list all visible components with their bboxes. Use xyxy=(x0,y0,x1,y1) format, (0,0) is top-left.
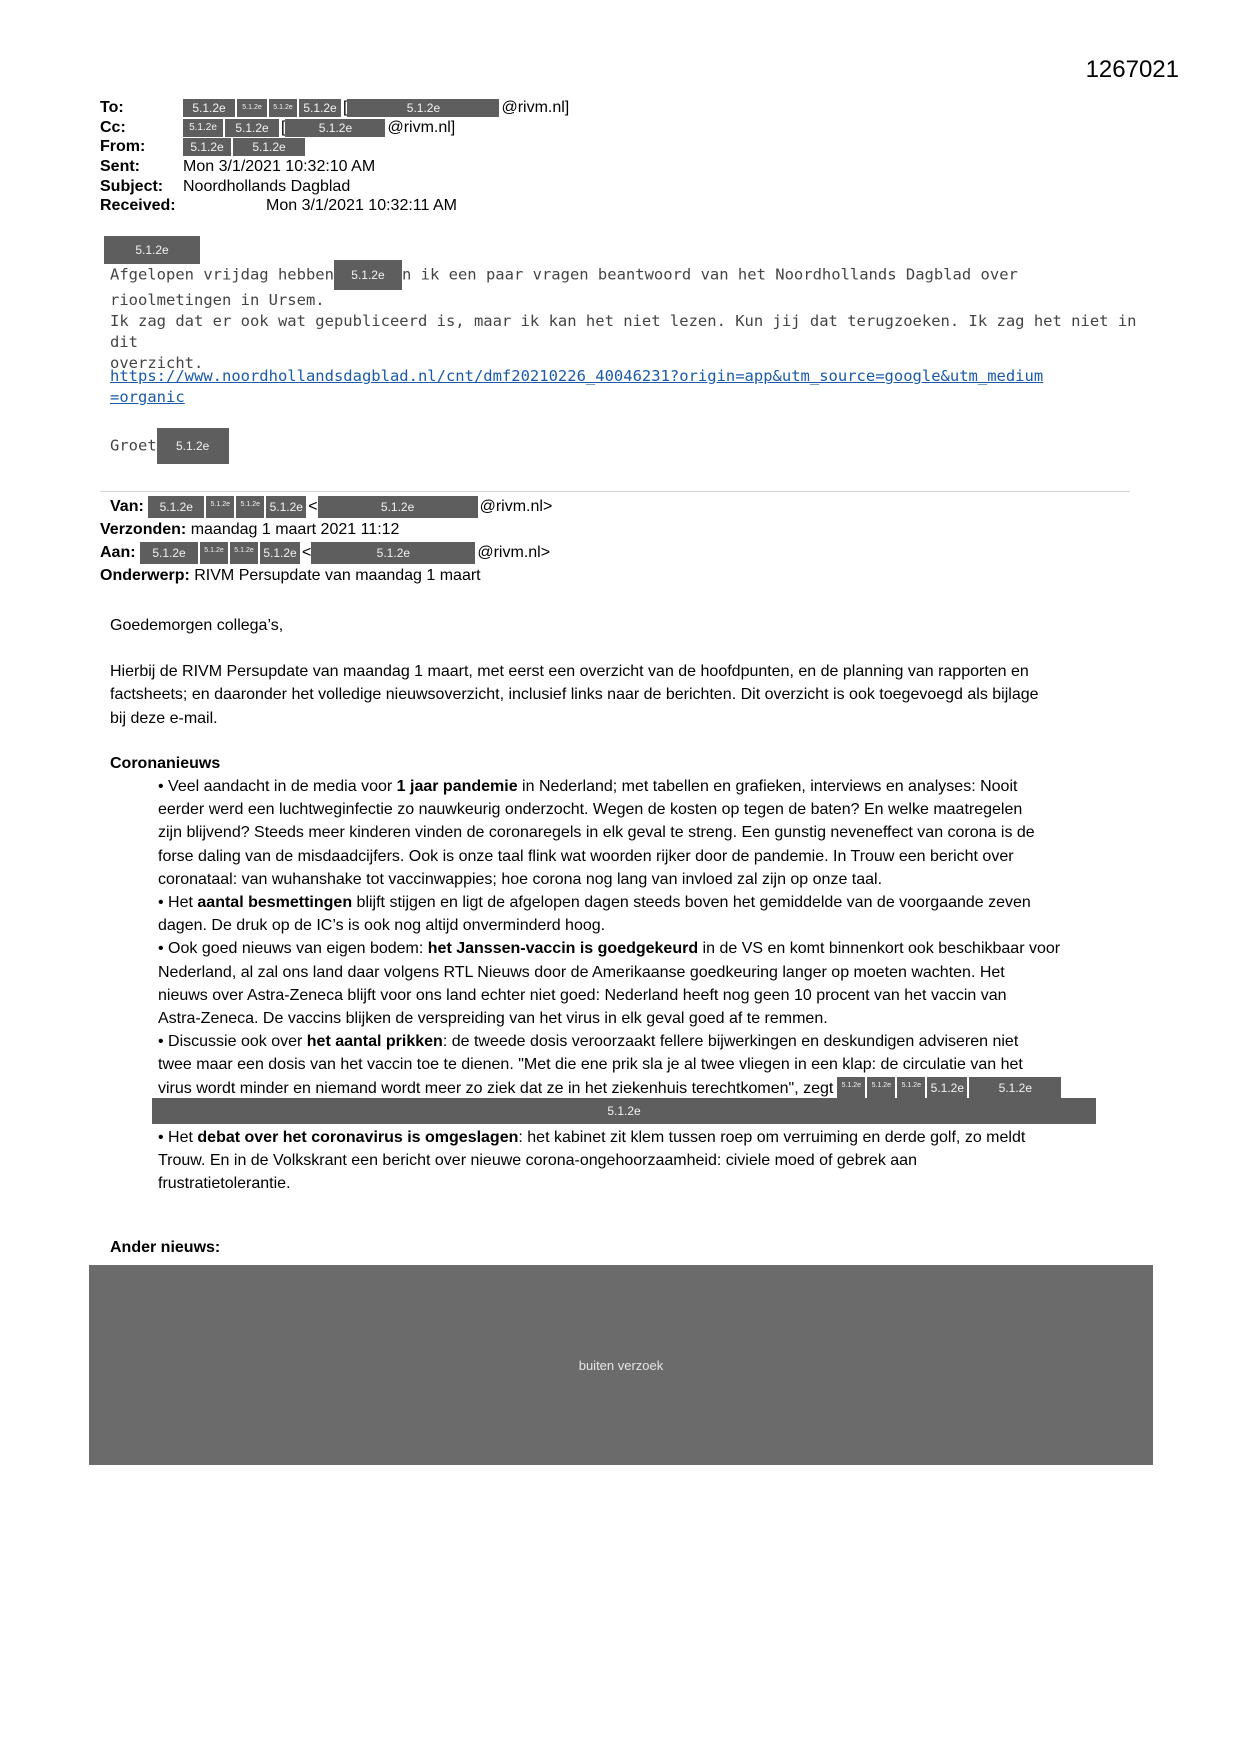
redaction: 5.1.2e xyxy=(148,496,204,518)
redaction: 5.1.2e xyxy=(927,1077,967,1099)
sent-value: Mon 3/1/2021 10:32:10 AM xyxy=(183,158,376,176)
redaction: 5.1.2e xyxy=(225,119,279,137)
redaction: 5.1.2e xyxy=(237,99,267,117)
received-label: Received: xyxy=(100,197,176,215)
to-value: 5.1.2e 5.1.2e 5.1.2e 5.1.2e [ 5.1.2e @rivm.nl] xyxy=(183,98,569,118)
cc-domain: @rivm.nl] xyxy=(387,118,456,136)
intro-paragraph xyxy=(110,660,1130,730)
redaction: 5.1.2e xyxy=(334,260,402,290)
separator xyxy=(100,491,1130,492)
to-domain: @rivm.nl] xyxy=(501,99,570,117)
verzonden-row xyxy=(100,518,552,541)
van-domain: @rivm.nl> xyxy=(479,498,553,515)
van-row: Van: 5.1.2e 5.1.2e 5.1.2e 5.1.2e < 5.1.2e @rivm.nl> xyxy=(100,495,552,518)
bullet-item: • Ook goed nieuws van eigen bodem: het Janssen-vaccin is goedgekeurd in de VS en komt binnenkort ook beschikbaar voor Nederland, al zal ons land daar volgens RTL Nieuws door de Amerikaanse goedkeuring langer op moeten wachten. Het nieuws over Astra-Zeneca blijft voor ons land echter niet goed: Nederland heeft nog geen 10 procent van het vaccin van Astra-Zeneca. De vaccins blijken de verspreiding van het virus in elk geval goed af te remmen. xyxy=(158,940,1061,1028)
redaction: 5.1.2e xyxy=(200,542,228,564)
redaction: 5.1.2e xyxy=(285,119,385,137)
verzonden-value: maandag 1 maart 2021 11:12 xyxy=(190,521,400,538)
redaction: 5.1.2e xyxy=(260,542,300,564)
redaction: 5.1.2e xyxy=(269,99,297,117)
message-body xyxy=(110,260,1140,374)
redaction: 5.1.2e xyxy=(183,138,231,156)
redaction: 5.1.2e xyxy=(867,1077,895,1099)
bullet-item: • Discussie ook over het aantal prikken: de tweede dosis veroorzaakt fellere bijwerkingen en deskundigen adviseren niet twee maar een dosis van het vaccin toe te dienen. "Met die ene prik sla je al twee vliegen in een klap: de circulatie van het virus wordt minder en niemand wordt meer zo ziek dat ze in het ziekenhuis terechtkomen", zegt 5.1.2e 5.1.2e 5.1.2e 5.1.2e 5.1.2e xyxy=(158,1030,1133,1126)
redaction: 5.1.2e xyxy=(236,496,264,518)
section-title: Coronanieuws xyxy=(110,755,221,772)
forwarded-header xyxy=(100,495,552,587)
withheld-block xyxy=(89,1265,1153,1465)
onderwerp-value: RIVM Persupdate van maandag 1 maart xyxy=(194,567,481,584)
aan-row: Aan: 5.1.2e 5.1.2e 5.1.2e 5.1.2e < 5.1.2e @rivm.nl> xyxy=(100,541,552,564)
cc-label: Cc: xyxy=(100,118,126,136)
redaction: 5.1.2e xyxy=(183,119,223,137)
bullet-item: • Het debat over het coronavirus is omgeslagen: het kabinet zit klem tussen roep om verruiming en derde golf, zo meldt Trouw. En in de Volkskrant een bericht over nieuwe corona-ongehoorzaamheid: civiele moed of gebrek aan frustratietolerantie. xyxy=(158,1128,1026,1193)
greeting-text: Groet xyxy=(110,436,157,455)
redaction: 5.1.2e xyxy=(837,1077,865,1099)
redaction: 5.1.2e xyxy=(183,99,235,117)
subject-value: Noordhollands Dagblad xyxy=(183,177,351,195)
document-number: 1267021 xyxy=(1085,56,1179,83)
redaction: 5.1.2e xyxy=(311,542,475,564)
from-value xyxy=(183,137,307,157)
bullet-item: • Het aantal besmettingen blijft stijgen en ligt de afgelopen dagen steeds boven het gemiddelde van de voorgaande zeven dagen. De druk op de IC’s is ook nog altijd onverminderd hoog. xyxy=(158,894,1031,935)
bullet-item: • Veel aandacht in de media voor 1 jaar pandemie in Nederland; met tabellen en grafieken, interviews en analyses: Nooit eerder werd een luchtweginfectie zo nauwkeurig onderzocht. Wegen de kosten op tegen de baten? En welke maatregelen zijn blijvend? Steeds meer kinderen vinden de coronaregels in elk geval te streng. Een gunstig neveneffect van corona is de forse daling van de misdaadcijfers. Ook is onze taal flink wat woorden rijker door de pandemie. In Trouw een bericht over coronataal: van wuhanshake tot vaccinwappies; hoe corona nog lang van invloed zal zijn op onze taal. xyxy=(158,778,1035,888)
received-value: Mon 3/1/2021 10:32:11 AM xyxy=(266,197,457,215)
salutation: Goedemorgen collega’s, xyxy=(110,617,284,634)
redaction: 5.1.2e xyxy=(299,99,341,117)
redaction: 5.1.2e xyxy=(140,542,198,564)
redaction: 5.1.2e xyxy=(969,1077,1061,1099)
message-line: Ik zag dat er ook wat gepubliceerd is, maar ik kan het niet lezen. Kun jij dat terugzoeken. Ik zag het niet in dit xyxy=(110,312,1137,351)
article-link[interactable] xyxy=(110,366,1140,408)
van-label: Van: xyxy=(110,498,144,515)
redaction: 5.1.2e xyxy=(230,542,258,564)
article-link-line[interactable]: https://www.noordhollandsdagblad.nl/cnt/dmf20210226_40046231?origin=app&utm_source=google&utm_medium xyxy=(110,367,1044,385)
message-line: rioolmetingen in Ursem. xyxy=(110,291,325,309)
redaction: 5.1.2e xyxy=(206,496,234,518)
news-bullets xyxy=(158,775,1133,1195)
subject-label: Subject: xyxy=(100,177,164,195)
redaction: 5.1.2e xyxy=(347,99,499,117)
redaction: 5.1.2e xyxy=(897,1077,925,1099)
intro-line: Hierbij de RIVM Persupdate van maandag 1 maart, met eerst een overzicht van de hoofdpunten, en de planning van rapporten en xyxy=(110,663,1029,680)
sent-label: Sent: xyxy=(100,158,140,176)
aan-label: Aan: xyxy=(100,544,136,561)
redaction: 5.1.2e xyxy=(266,496,306,518)
to-label: To: xyxy=(100,99,124,116)
redaction: 5.1.2e xyxy=(318,496,478,518)
withheld-label: buiten verzoek xyxy=(578,1357,664,1373)
aan-domain: @rivm.nl> xyxy=(477,544,551,561)
intro-line: bij deze e-mail. xyxy=(110,709,218,727)
from-label: From: xyxy=(100,138,146,156)
message-line: Afgelopen vrijdag hebben 5.1.2e n ik een paar vragen beantwoord van het Noordhollands Dagblad over xyxy=(110,260,1140,290)
redaction: 5.1.2e xyxy=(152,1098,1096,1124)
redaction: 5.1.2e xyxy=(233,138,305,156)
verzonden-label: Verzonden: xyxy=(100,521,187,538)
onderwerp-label: Onderwerp: xyxy=(100,567,190,584)
cc-value: 5.1.2e 5.1.2e [ 5.1.2e @rivm.nl] xyxy=(183,118,455,138)
message-line: overzicht. xyxy=(110,354,204,372)
intro-line: factsheets; en daaronder het volledige nieuwsoverzicht, inclusief links naar de berichten. Dit overzicht is ook toegevoegd als bijlage xyxy=(110,686,1039,704)
redaction: 5.1.2e xyxy=(157,428,229,464)
onderwerp-row xyxy=(100,564,552,587)
other-news-title: Ander nieuws: xyxy=(110,1239,221,1256)
article-link-line[interactable]: =organic xyxy=(110,388,185,406)
redaction: 5.1.2e xyxy=(104,236,200,264)
greeting xyxy=(110,428,1140,464)
